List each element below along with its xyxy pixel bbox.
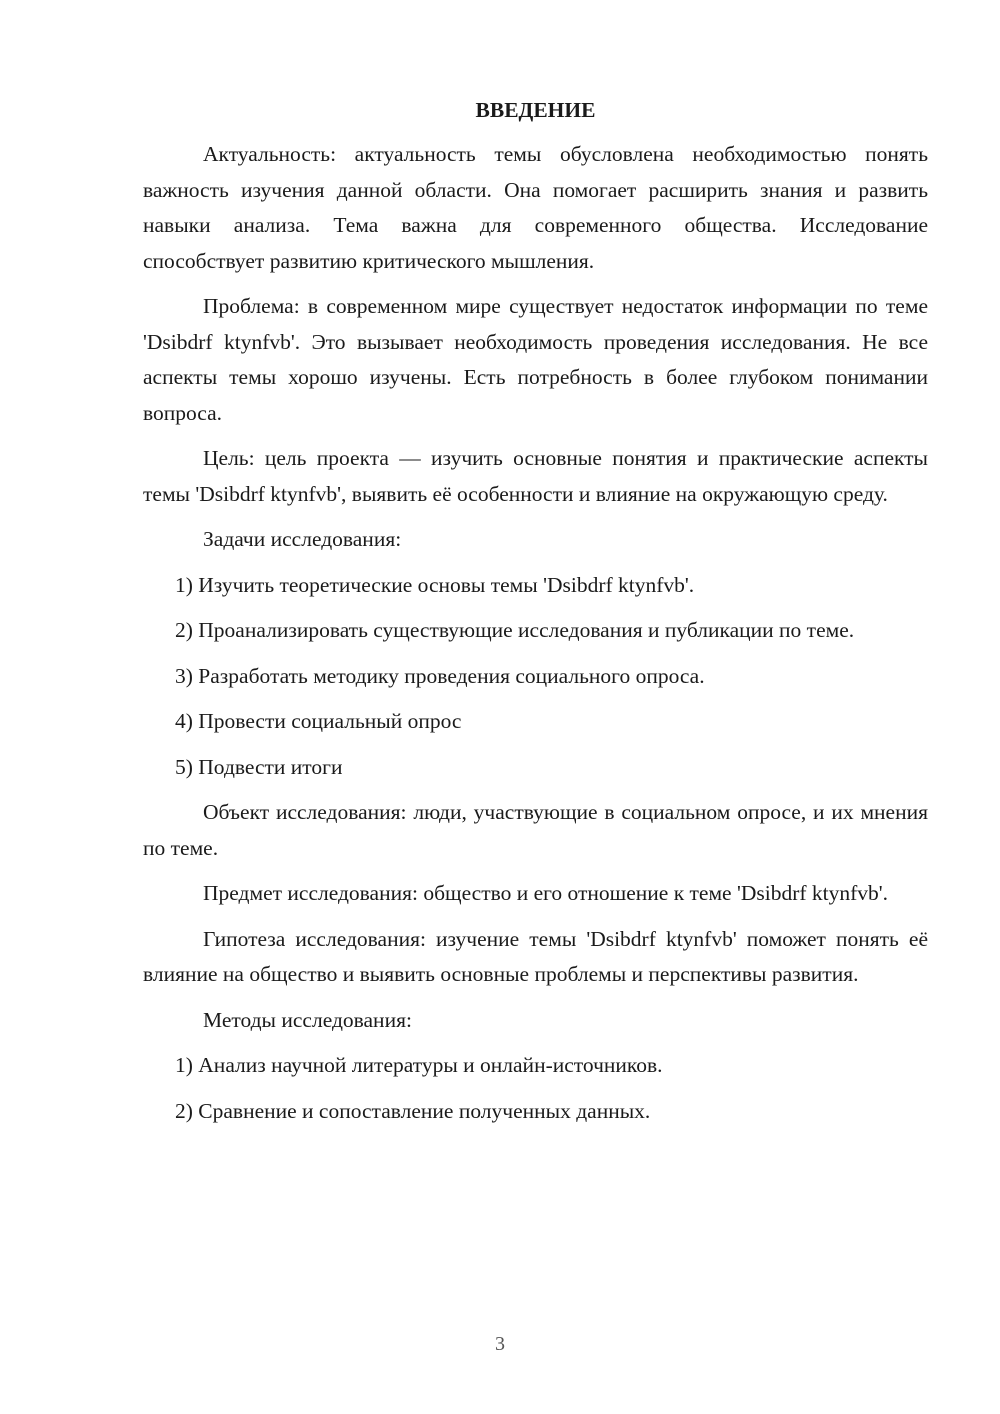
list-item: 4) Провести социальный опрос [175, 709, 462, 733]
list-item: 1) Изучить теоретические основы темы 'Dsibdrf ktynfvb'. [175, 572, 695, 597]
tasks-heading: Задачи исследования: [203, 527, 402, 551]
list-item: 1) Анализ научной литературы и онлайн-источников. [175, 1053, 663, 1077]
section-title: ВВЕДЕНИЕ [475, 98, 596, 122]
list-item: 2) Сравнение и сопоставление полученных данных. [175, 1098, 651, 1123]
subject-paragraph: Предмет исследования: общество и его отношение к теме 'Dsibdrf ktynfvb'. [203, 881, 889, 905]
methods-list [143, 1048, 928, 1129]
list-item: 2) Проанализировать существующие исследования и публикации по теме. [175, 618, 855, 642]
page-number: 3 [495, 1333, 505, 1355]
list-item: 5) Подвести итоги [175, 754, 343, 779]
problem-paragraph: Проблема: в современном мире существует недостаток информации по теме 'Dsibdrf ktynfvb'. Это вызывает необходимость проведения исследования. Не все аспекты темы хорошо изучены. Есть потребность в более глубоком понимании вопроса. [143, 294, 928, 425]
hypothesis-paragraph: Гипотеза исследования: изучение темы 'Dsibdrf ktynfvb' поможет понять её влияние на общество и выявить основные проблемы и перспективы развития. [143, 926, 928, 986]
list-item: 3) Разработать методику проведения социального опроса. [175, 663, 705, 688]
tasks-list [143, 568, 928, 786]
methods-heading: Методы исследования: [203, 1007, 412, 1032]
relevance-paragraph: Актуальность: актуальность темы обусловлена необходимостью понять важность изучения данной области. Она помогает расширить знания и развить навыки анализа. Тема важна для современного общества. Исследование способствует развитию критического мышления. [143, 142, 928, 273]
document-page [143, 95, 928, 1139]
object-paragraph: Объект исследования: люди, участвующие в социальном опросе, и их мнения по теме. [143, 800, 928, 860]
goal-paragraph: Цель: цель проекта — изучить основные понятия и практические аспекты темы 'Dsibdrf ktynfvb', выявить её особенности и влияние на окружающую среду. [143, 446, 928, 506]
